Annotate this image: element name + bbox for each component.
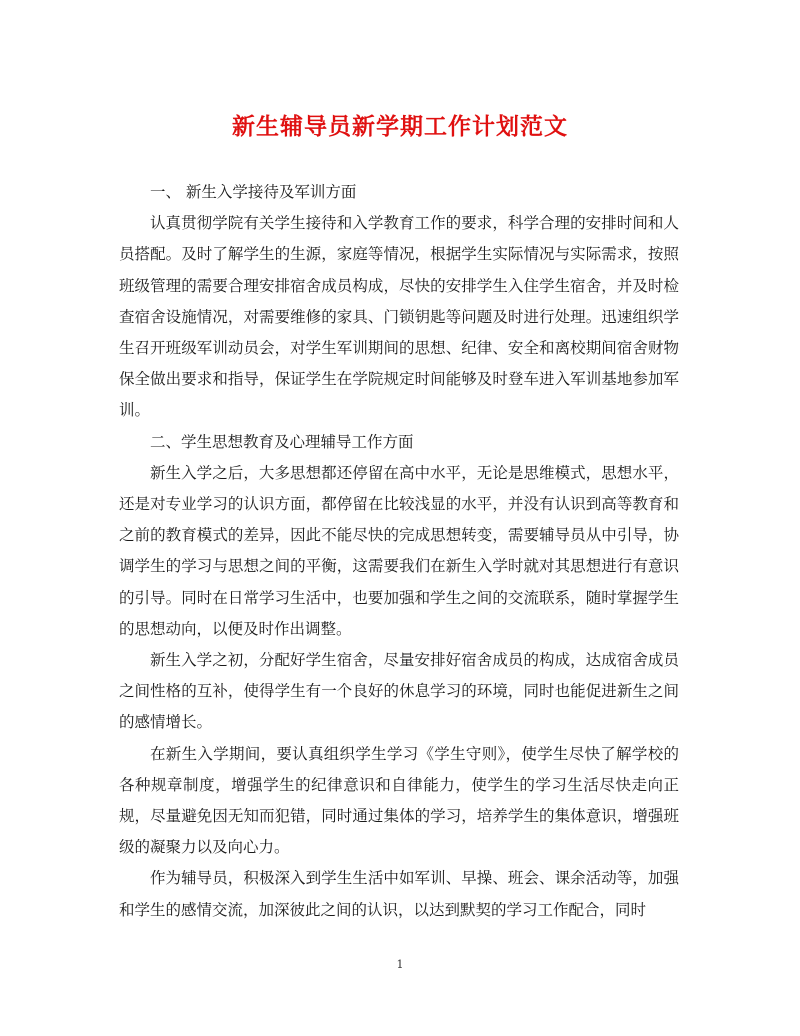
paragraph-5: 作为辅导员，积极深入到学生生活中如军训、早操、班会、课余活动等，加强和学生的感情交流，加深彼此之间的认识，以达到默契的学习工作配合，同时 xyxy=(119,869,679,919)
paragraph-4: 在新生入学期间，要认真组织学生学习《学生守则》，使学生尽快了解学校的各种规章制度，增强学生的纪律意识和自律能力，使学生的学习生活尽快走向正规，尽量避免因无知而犯错，同时通过集体的学习，培养学生的集体意识，增强班级的凝聚力以及向心力。 xyxy=(119,744,679,857)
paragraph-1: 认真贯彻学院有关学生接待和入学教育工作的要求，科学合理的安排时间和人员搭配。及时了解学生的生源，家庭等情况，根据学生实际情况与实际需求，按照班级管理的需要合理安排宿舍成员构成，尽快的安排学生入住学生宿舍，并及时检查宿舍设施情况，对需要维修的家具、门锁钥匙等问题及时进行处理。迅速组织学生召开班级军训动员会，对学生军训期间的思想、纪律、安全和离校期间宿舍财物保全做出要求和指导，保证学生在学院规定时间能够及时登车进入军训基地参加军训。 xyxy=(119,214,679,420)
paragraph-3: 新生入学之初，分配好学生宿舍，尽量安排好宿舍成员的构成，达成宿舍成员之间性格的互补，使得学生有一个良好的休息学习的环境，同时也能促进新生之间的感情增长。 xyxy=(119,651,679,732)
section-heading-1: 一、 新生入学接待及军训方面 xyxy=(150,183,357,201)
section-heading-2: 二、学生思想教育及心理辅导工作方面 xyxy=(150,432,414,451)
page-number: 1 xyxy=(396,958,404,971)
document-body xyxy=(119,177,679,926)
document-title: 新生辅导员新学期工作计划范文 xyxy=(232,113,568,140)
paragraph-2: 新生入学之后，大多思想都还停留在高中水平，无论是思维模式，思想水平，还是对专业学习的认识方面，都停留在比较浅显的水平，并没有认识到高等教育和之前的教育模式的差异，因此不能尽快的完成思想转变，需要辅导员从中引导，协调学生的学习与思想之间的平衡，这需要我们在新生入学时就对其思想进行有意识的引导。同时在日常学习生活中，也要加强和学生之间的交流联系，随时掌握学生的思想动向，以便及时作出调整。 xyxy=(119,463,679,638)
